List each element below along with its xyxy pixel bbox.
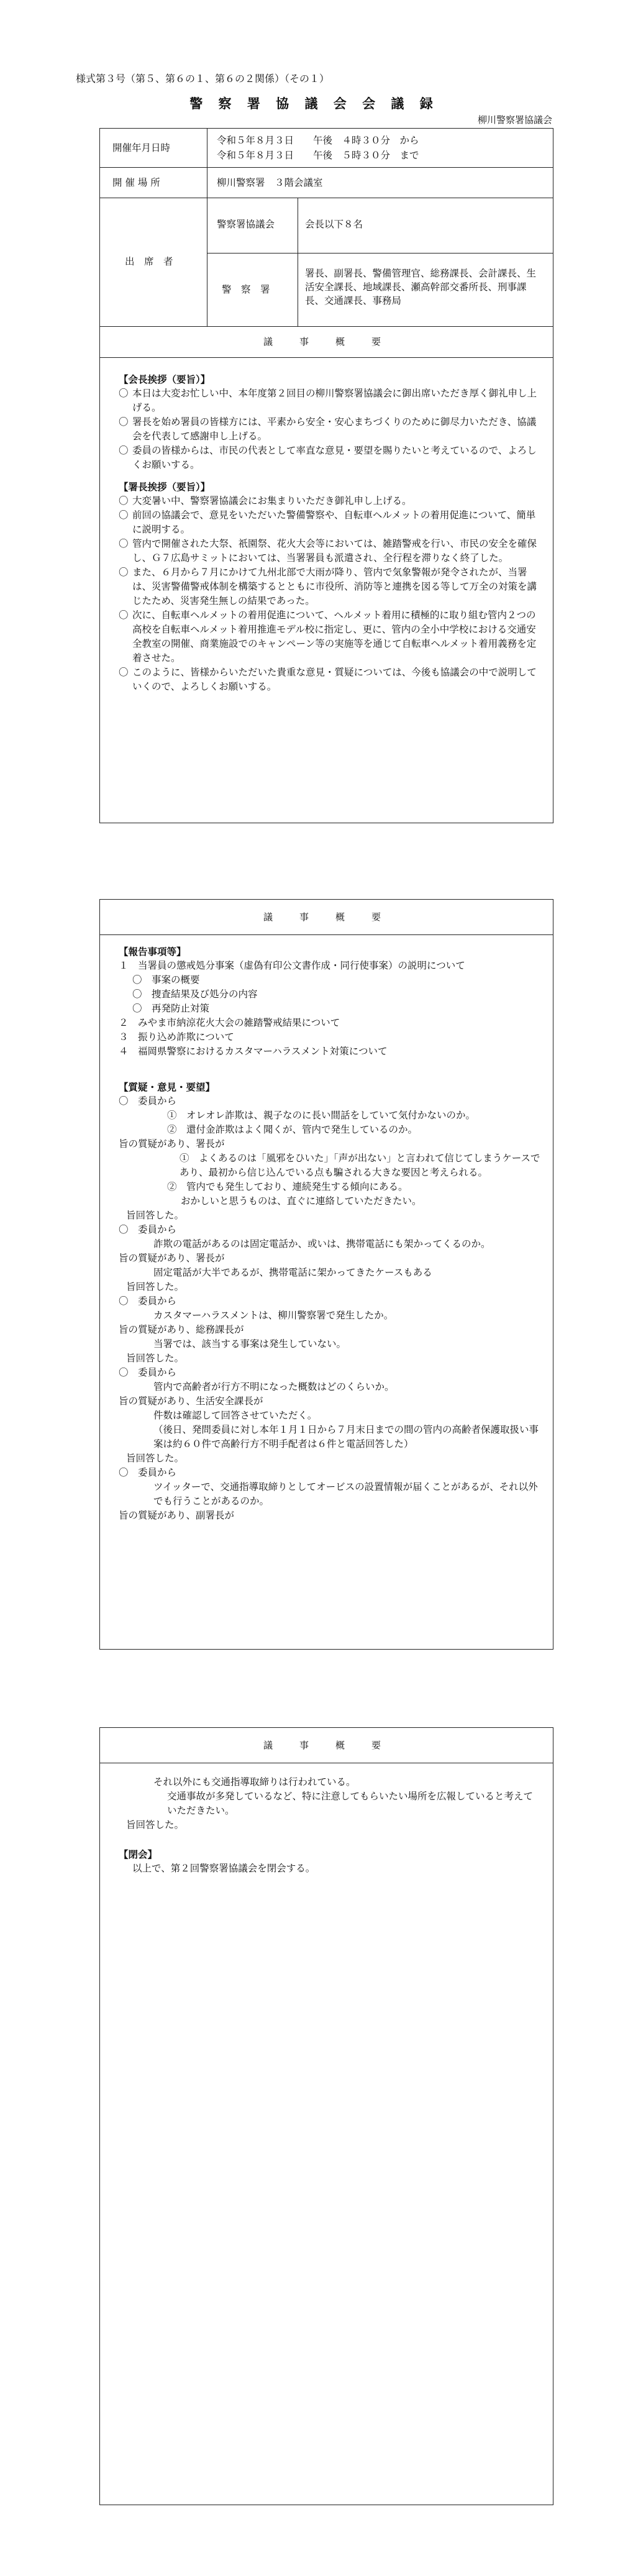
list-item: 〇 本日は大変お忙しい中、本年度第２回目の柳川警察署協議会に御出席いただき厚く御礼申し上げる。 bbox=[119, 388, 537, 413]
section-heading: 議 事 概 要 bbox=[263, 336, 389, 347]
q5-replied: 旨回答した。 bbox=[126, 1819, 184, 1830]
report-heading: 【報告事項等】 bbox=[119, 946, 186, 957]
page3-body bbox=[119, 1775, 540, 1876]
chief-heading: 【署長挨拶（要旨）】 bbox=[119, 481, 211, 493]
q3-from: 〇 委員から bbox=[119, 1295, 177, 1307]
page2-body bbox=[119, 944, 540, 1523]
q3-question: カスタマーハラスメントは、柳川警察署で発生したか。 bbox=[153, 1310, 394, 1321]
q3-reply: 当署では、該当する事案は発生していない。 bbox=[153, 1338, 347, 1350]
list-item: 〇 次に、自転車ヘルメットの着用促進について、ヘルメット着用に積極的に取り組む管内２つの高校を自転車ヘルメット着用推進モデル校に指定し、更に、管内の全小中学校における交通安全教室の開催、商業施設でのキャンペーン等の実施等を通じて自転車ヘルメット着用義務を定着させた。 bbox=[119, 610, 537, 664]
report-item-4: ４ 福岡県警察におけるカスタマーハラスメント対策について bbox=[119, 1046, 388, 1057]
q2-answer-lead: 旨の質疑があり、署長が bbox=[119, 1253, 225, 1264]
page-1 bbox=[99, 128, 553, 823]
report-item-2: ２ みやま市納涼花火大会の雑踏警戒結果について bbox=[119, 1017, 340, 1028]
q1-question-b: ② 還付金詐欺はよく聞くが、管内で発生しているのか。 bbox=[167, 1124, 418, 1135]
police-label: 警 察 署 bbox=[222, 284, 270, 295]
page-3 bbox=[99, 1727, 553, 2505]
list-item: 〇 このように、皆様からいただいた貴重な意見・質疑については、今後も協議会の中で説明していくので、よろしくお願いする。 bbox=[119, 667, 537, 692]
q2-question: 詐欺の電話があるのは固定電話か、或いは、携帯電話にも架かってくるのか。 bbox=[153, 1238, 491, 1249]
list-item: 〇 また、６月から７月にかけて九州北部で大雨が降り、管内で気象警報が発令されたが、当署は、災害警備警戒体制を構築するとともに市役所、消防等と連携を図る等して万全の対策を講じたため、災害発生無しの結果であった。 bbox=[119, 567, 537, 606]
q1-reply-2b: おかしいと思うものは、直ぐに連絡していただきたい。 bbox=[181, 1195, 422, 1207]
q3-replied: 旨回答した。 bbox=[126, 1353, 184, 1364]
q1-replied: 旨回答した。 bbox=[126, 1210, 184, 1221]
q4-from: 〇 委員から bbox=[119, 1367, 177, 1378]
place-label: 開 催 場 所 bbox=[112, 177, 160, 188]
q1-reply-2: ② 管内でも発生しており、連続発生する傾向にある。 bbox=[167, 1181, 408, 1192]
q5-question: ツイッターで、交通指導取締りとしてオービスの設置情報が届くことがあるが、それ以外でも行うことがあるのか。 bbox=[153, 1481, 538, 1507]
list-item: 〇 委員の皆様からは、市民の代表として率直な意見・要望を賜りたいと考えているので、よろしくお願いする。 bbox=[119, 445, 537, 470]
q5-reply-1: それ以外にも交通指導取締りは行われている。 bbox=[153, 1776, 356, 1788]
section-heading: 議 事 概 要 bbox=[263, 911, 389, 923]
q1-question-a: ① オレオレ詐欺は、親子なのに長い間話をしていて気付かないのか。 bbox=[167, 1110, 476, 1121]
q2-reply: 固定電話が大半であるが、携帯電話に架かってきたケースもある bbox=[153, 1267, 432, 1278]
q1-reply-1: ① よくあるのは「風邪をひいた」「声が出ない」と言われて信じてしまうケースであり、最初から信じ込んでいる点も騙される大きな要因と考えられる。 bbox=[180, 1153, 540, 1178]
q3-answer-lead: 旨の質疑があり、総務課長が bbox=[119, 1324, 244, 1335]
document-title: 警 察 署 協 議 会 会 議 録 bbox=[189, 96, 439, 111]
page1-body bbox=[119, 372, 540, 694]
list-item: 〇 大変暑い中、警察署協議会にお集まりいただき御礼申し上げる。 bbox=[119, 495, 412, 506]
report-subitem: 〇 再発防止対策 bbox=[132, 1003, 210, 1014]
list-item: 〇 管内で開催された大祭、祇園祭、花火大会等においては、雑踏警戒を行い、市民の安全を確保し、Ｇ７広島サミットにおいては、当署署員も派遣され、全行程を滞りなく終了した。 bbox=[119, 538, 537, 564]
report-subitem: 〇 事案の概要 bbox=[132, 974, 200, 985]
report-item-3: ３ 振り込め詐欺について bbox=[119, 1031, 234, 1043]
q2-replied: 旨回答した。 bbox=[126, 1281, 184, 1292]
q4-replied: 旨回答した。 bbox=[126, 1453, 184, 1464]
police-value: 署長、副署長、警備管理官、総務課長、会計課長、生活安全課長、地域課長、瀬高幹部交番所長、刑事課長、交通課長、事務局 bbox=[305, 268, 537, 306]
q4-reply: 件数は確認して回答させていただく。 bbox=[153, 1410, 317, 1421]
place-value: 柳川警察署 ３階会議室 bbox=[217, 177, 323, 188]
organization-name: 柳川警察署協議会 bbox=[477, 114, 552, 126]
chair-heading: 【会長挨拶（要旨）】 bbox=[119, 373, 211, 385]
list-item: 〇 署長を始め署員の皆様方には、平素から安全・安心まちづくりのために御尽力いただき、協議会を代表して感謝申し上げる。 bbox=[119, 416, 537, 442]
date-label: 開催年月日時 bbox=[112, 142, 171, 153]
list-item: 〇 前回の協議会で、意見をいただいた警備警察や、自転車ヘルメットの着用促進について、簡単に説明する。 bbox=[119, 509, 536, 535]
q5-from: 〇 委員から bbox=[119, 1467, 177, 1478]
closing-text: 以上で、第２回警察署協議会を閉会する。 bbox=[132, 1863, 316, 1874]
closing-heading: 【閉会】 bbox=[119, 1848, 158, 1860]
q5-reply-2: 交通事故が多発しているなど、特に注意してもらいたい場所を広報していると考えていただきたい。 bbox=[167, 1791, 534, 1816]
section-heading: 議 事 概 要 bbox=[263, 1740, 389, 1751]
qa-heading: 【質疑・意見・要望】 bbox=[119, 1081, 216, 1093]
council-value: 会長以下８名 bbox=[305, 219, 363, 230]
q1-from: 〇 委員から bbox=[119, 1095, 177, 1107]
form-label: 様式第３号（第５、第６の１、第６の２関係）（その１） bbox=[76, 73, 330, 84]
q5-answer-lead: 旨の質疑があり、副署長が bbox=[119, 1510, 235, 1521]
page-2 bbox=[99, 899, 553, 1650]
q4-question: 管内で高齢者が行方不明になった概数はどのくらいか。 bbox=[153, 1381, 394, 1392]
q1-answer-lead: 旨の質疑があり、署長が bbox=[119, 1138, 225, 1149]
q4-followup: （後日、発問委員に対し本年１月１日から７月末日までの間の管内の高齢者保護取扱い事案は約６０件で高齢行方不明手配者は６件と電話回答した） bbox=[153, 1424, 539, 1450]
report-item-1: １ 当署員の懲戒処分事案（虚偽有印公文書作成・同行使事案）の説明について bbox=[119, 960, 465, 971]
date-end: 令和５年８月３日 午後 ５時３０分 まで bbox=[217, 150, 419, 161]
date-start: 令和５年８月３日 午後 ４時３０分 から bbox=[217, 135, 419, 146]
council-label: 警察署協議会 bbox=[217, 219, 275, 230]
attendees-label: 出 席 者 bbox=[125, 256, 173, 267]
report-subitem: 〇 捜査結果及び処分の内容 bbox=[132, 989, 258, 1000]
q4-answer-lead: 旨の質疑があり、生活安全課長が bbox=[119, 1395, 263, 1407]
q2-from: 〇 委員から bbox=[119, 1224, 177, 1235]
